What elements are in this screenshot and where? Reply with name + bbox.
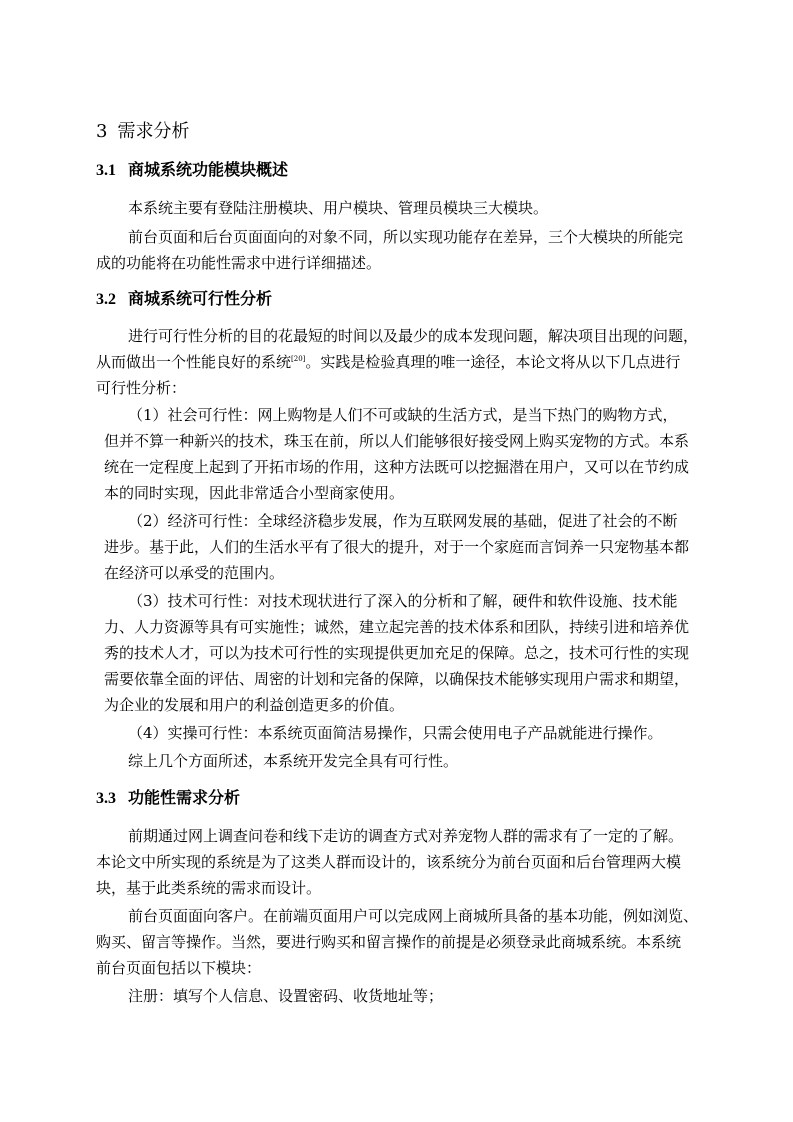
paragraph-line: 秀的技术人才，可以为技术可行性的实现提供更加充足的保障。总之，技术可行性的实现 (104, 644, 690, 662)
paragraph-line: （2）经济可行性：全球经济稳步发展，作为互联网发展的基础，促进了社会的不断 (128, 512, 678, 530)
paragraph-line: 本的同时实现，因此非常适合小型商家使用。 (104, 484, 405, 502)
paragraph-line: （3）技术可行性：对技术现状进行了深入的分析和了解，硬件和软件设施、技术能 (128, 592, 678, 610)
paragraph-text: 。实践是检验真理的唯一途径，本论文将从以下几点进行 (305, 353, 681, 371)
paragraph-line: 前台页面包括以下模块： (96, 959, 262, 977)
subsection-title: 功能性需求分析 (128, 788, 241, 807)
subsection-heading (96, 788, 240, 809)
paragraph-line: 前期通过网上调查问卷和线下走访的调查方式对养宠物人群的需求有了一定的了解。 (128, 827, 684, 845)
subsection-number: 3.2 (96, 291, 116, 308)
paragraph-line (96, 352, 680, 372)
paragraph-line: 综上几个方面所述，本系统开发完全具有可行性。 (128, 752, 459, 770)
paragraph-line: 进步。基于此，人们的生活水平有了很大的提升，对于一个家庭而言饲养一只宠物基本都 (104, 538, 690, 556)
section-heading (96, 122, 189, 142)
paragraph-line: 进行可行性分析的目的花最短的时间以及最少的成本发现问题，解决项目出现的问题， (128, 327, 699, 345)
paragraph-line: 本论文中所实现的系统是为了这类人群而设计的，该系统分为前台页面和后台管理两大模 (96, 853, 682, 871)
paragraph-line: 块，基于此类系统的需求而设计。 (96, 879, 322, 897)
section-title: 需求分析 (117, 121, 190, 142)
paragraph-line: 力、人力资源等具有可实施性；诚然，建立起完善的技术体系和团队，持续引进和培养优 (104, 618, 690, 636)
paragraph-line: 前台页面面向客户。在前端页面用户可以完成网上商城所具备的基本功能，例如浏览、 (128, 907, 699, 925)
paragraph-line: 注册：填写个人信息、设置密码、收货地址等； (128, 987, 444, 1005)
paragraph-line: 但并不算一种新兴的技术，珠玉在前，所以人们能够很好接受网上购买宠物的方式。本系 (104, 432, 690, 450)
paragraph-line: 在经济可以承受的范围内。 (104, 564, 285, 582)
paragraph-line: 为企业的发展和用户的利益创造更多的价值。 (104, 696, 405, 714)
subsection-number: 3.1 (96, 162, 116, 179)
paragraph-line: （4）实操可行性：本系统页面简洁易操作，只需会使用电子产品就能进行操作。 (128, 724, 663, 742)
subsection-number: 3.3 (96, 790, 116, 807)
subsection-title: 商城系统可行性分析 (128, 289, 273, 308)
paragraph-text: 从而做出一个性能良好的系统 (96, 353, 292, 371)
subsection-title: 商城系统功能模块概述 (128, 160, 289, 179)
paragraph-line: 前台页面和后台页面面向的对象不同，所以实现功能存在差异，三个大模块的所能完 (128, 228, 684, 246)
paragraph-line: 需要依靠全面的评估、周密的计划和完备的保障，以确保技术能够实现用户需求和期望， (104, 670, 690, 688)
paragraph-line: 购买、留言等操作。当然，要进行购买和留言操作的前提是必须登录此商城系统。本系统 (96, 933, 682, 951)
paragraph-line: 统在一定程度上起到了开拓市场的作用，这种方法既可以挖掘潜在用户，又可以在节约成 (104, 458, 690, 476)
paragraph-line: 可行性分析： (96, 379, 187, 397)
paragraph-line: （1）社会可行性：网上购物是人们不可或缺的生活方式，是当下热门的购物方式， (128, 406, 678, 424)
paragraph-line: 本系统主要有登陆注册模块、用户模块、管理员模块三大模块。 (128, 199, 549, 217)
paragraph-line: 成的功能将在功能性需求中进行详细描述。 (96, 254, 382, 272)
subsection-heading (96, 289, 272, 310)
citation-ref: [20] (291, 355, 306, 363)
subsection-heading (96, 160, 288, 181)
section-number: 3 (96, 121, 108, 142)
